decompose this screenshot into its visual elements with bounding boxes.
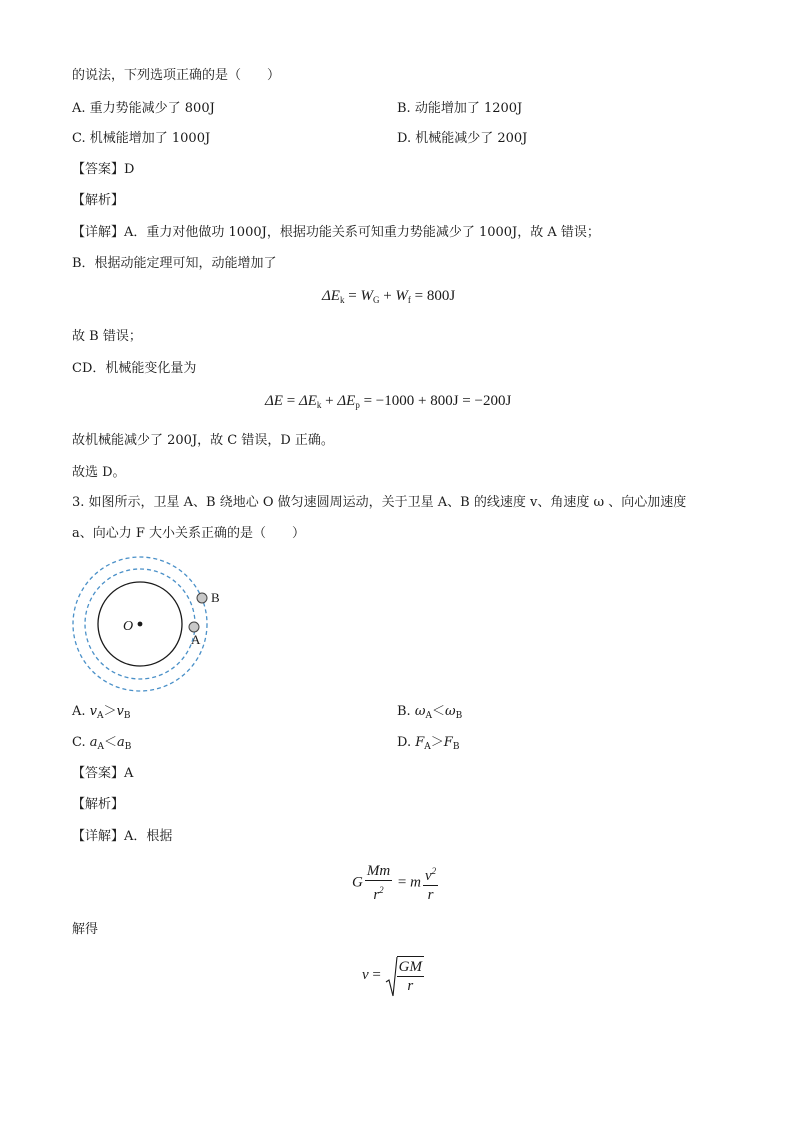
q3-d-prefix: D. bbox=[397, 735, 416, 750]
q3-option-b bbox=[397, 703, 462, 725]
q3-d-var2: F bbox=[443, 735, 453, 750]
eq4-fraction bbox=[397, 956, 424, 995]
eq1-w2: W bbox=[395, 288, 408, 304]
q2-b-wrong: 故 B 错误； bbox=[72, 329, 142, 344]
square-root-icon bbox=[385, 956, 398, 998]
eq1-sub-k: k bbox=[339, 295, 345, 305]
eq3-fraction-right bbox=[423, 862, 438, 904]
eq1-plus: + bbox=[379, 288, 396, 304]
orbit-diagram bbox=[66, 554, 236, 694]
q3-option-d bbox=[397, 734, 459, 756]
eq2-plus: + bbox=[321, 393, 338, 409]
q3-b-sub2: B bbox=[455, 711, 463, 721]
eq3-den-r: r bbox=[373, 887, 380, 903]
q3-solve: 解得 bbox=[72, 922, 99, 937]
eq2-sub-k: k bbox=[316, 400, 322, 410]
q3-a-prefix: A. bbox=[72, 704, 90, 719]
intro-line: 的说法，下列选项正确的是（ ） bbox=[72, 68, 281, 83]
eq4-numerator: GM bbox=[398, 959, 422, 975]
eq3-g: G bbox=[352, 874, 363, 891]
eq3-numerator-right bbox=[423, 862, 438, 886]
q2-detail-a: 【详解】A．重力对他做功 1000J，根据功能关系可知重力势能减少了 1000J，故 A 错误； bbox=[72, 225, 600, 240]
q3-c-var2: a bbox=[117, 735, 125, 750]
eq2-dep: ΔE bbox=[337, 393, 356, 409]
eq2-rhs: = −1000 + 800J = −200J bbox=[359, 393, 512, 409]
center-label-o: O bbox=[123, 619, 134, 634]
q3-analysis-label: 【解析】 bbox=[72, 797, 125, 812]
eq3-numerator-left: Mm bbox=[366, 863, 391, 879]
satellite-b bbox=[197, 593, 207, 603]
eq3-den-exponent: 2 bbox=[379, 885, 384, 895]
q3-d-relation: ＞ bbox=[430, 735, 444, 750]
q3-b-var1: ω bbox=[414, 704, 426, 719]
q3-a-var1: v bbox=[89, 704, 98, 719]
q3-d-var1: F bbox=[415, 735, 425, 750]
q2-option-c: C. 机械能增加了 1000J bbox=[72, 131, 211, 146]
eq4-radical bbox=[385, 956, 424, 995]
q3-option-a bbox=[72, 703, 131, 725]
q3-b-sub1: A bbox=[425, 711, 432, 721]
q3-answer: 【答案】A bbox=[72, 766, 134, 781]
eq3-num-v: v bbox=[424, 868, 432, 884]
q2-option-d: D. 机械能减少了 200J bbox=[397, 131, 528, 146]
q2-answer: 【答案】D bbox=[72, 162, 135, 177]
q2-option-b: B. 动能增加了 1200J bbox=[397, 101, 523, 116]
q3-a-relation: ＞ bbox=[103, 704, 117, 719]
satellite-a bbox=[189, 622, 199, 632]
eq3-denominator-right: r bbox=[427, 887, 434, 903]
q3-a-sub1: A bbox=[97, 711, 104, 721]
q3-c-sub1: A bbox=[97, 742, 105, 752]
q2-detail-b: B．根据动能定理可知，动能增加了 bbox=[72, 256, 277, 271]
q3-c-var1: a bbox=[89, 735, 98, 750]
eq2-dek: ΔE bbox=[298, 393, 317, 409]
eq2-de: ΔE bbox=[265, 393, 283, 409]
q2-option-a: A. 重力势能减少了 800J bbox=[72, 101, 215, 116]
eq3-equals: = bbox=[394, 874, 411, 891]
eq3-fraction-left bbox=[365, 862, 392, 904]
q2-choice: 故选 D。 bbox=[72, 465, 126, 480]
eq2-sub-p: p bbox=[355, 400, 360, 410]
q3-b-relation: ＜ bbox=[431, 704, 445, 719]
eq3-denominator-left bbox=[365, 881, 392, 904]
q3-c-sub2: B bbox=[124, 742, 132, 752]
q3-option-c bbox=[72, 734, 131, 756]
q2-detail-cd: CD．机械能变化量为 bbox=[72, 361, 197, 376]
q3-c-prefix: C. bbox=[72, 735, 90, 750]
satellite-a-label: A bbox=[191, 632, 201, 647]
eq1-equals: = bbox=[344, 288, 361, 304]
eq1-lhs: ΔE bbox=[322, 288, 340, 304]
q3-c-relation: ＜ bbox=[104, 735, 118, 750]
eq1-sub-g: G bbox=[372, 295, 380, 305]
eq2-equals: = bbox=[282, 393, 299, 409]
eq1-w: W bbox=[360, 288, 373, 304]
q3-stem-line2: a、向心力 F 大小关系正确的是（ ） bbox=[72, 526, 306, 541]
satellite-b-label: B bbox=[211, 590, 220, 605]
q3-stem-line1: 3. 如图所示，卫星 A、B 绕地心 O 做匀速圆周运动，关于卫星 A、B 的线速度 v、角速度 ω 、向心加速度 bbox=[72, 495, 687, 510]
eq3-num-exponent: 2 bbox=[431, 866, 437, 876]
equation-mechanical-energy bbox=[265, 393, 511, 410]
earth-center-dot bbox=[138, 622, 143, 627]
q3-a-sub2: B bbox=[123, 711, 131, 721]
q3-a-var2: v bbox=[116, 704, 124, 719]
q3-detail: 【详解】A．根据 bbox=[72, 829, 173, 844]
q3-d-sub1: A bbox=[424, 742, 431, 752]
eq1-sub-f: f bbox=[407, 295, 411, 305]
q2-analysis-label: 【解析】 bbox=[72, 193, 125, 208]
eq4-v: v bbox=[362, 966, 369, 983]
eq4-denominator: r bbox=[407, 978, 414, 994]
q3-d-sub2: B bbox=[452, 742, 460, 752]
q3-b-var2: ω bbox=[444, 704, 456, 719]
equation-gravitation bbox=[352, 862, 440, 904]
eq1-rhs: = 800J bbox=[410, 288, 456, 304]
equation-kinetic-energy bbox=[322, 288, 455, 305]
equation-velocity bbox=[362, 956, 424, 995]
q2-conclusion: 故机械能减少了 200J，故 C 错误，D 正确。 bbox=[72, 433, 334, 448]
eq4-equals: = bbox=[368, 966, 385, 983]
q3-b-prefix: B. bbox=[397, 704, 415, 719]
eq3-m: m bbox=[410, 874, 421, 891]
